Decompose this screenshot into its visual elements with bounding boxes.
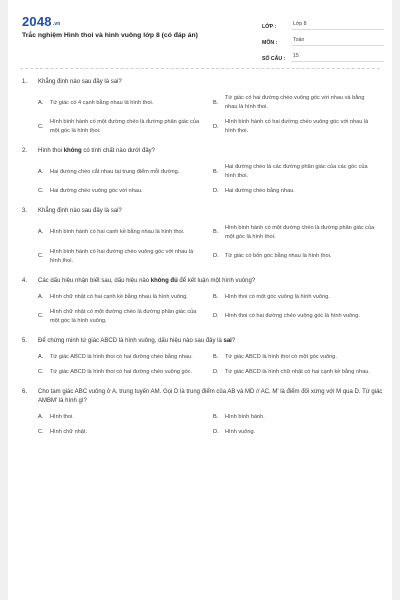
option-d[interactable]: D. Hình vuông.: [213, 429, 256, 436]
worksheet-header: [8, 0, 392, 68]
option-b[interactable]: B. Tứ giác ABCD là hình thoi có một góc vuông.: [213, 354, 337, 361]
option-d[interactable]: D. Hình thoi có hai đường chéo vuông góc là hình vuông.: [213, 313, 360, 320]
mon-value: Toán: [292, 37, 384, 46]
question-5: 5. Để chứng minh tứ giác ABCD là hình vuông, dấu hiệu nào sau đây là sai? A. Tứ giác ABCD là hình thoi có hai đường chéo bằng nhau. B. Tứ giác ABCD là hình thoi có một góc vuông. C. Tứ giác ABCD là hình thoi có hai đường chéo vuông góc. D. Tứ giác ABCD là hình chữ nhật có hai cạnh kề bằng nhau.: [8, 337, 392, 377]
option-d[interactable]: D. Tứ giác có bốn góc bằng nhau là hình thoi.: [213, 253, 332, 260]
option-c[interactable]: C. Tứ giác ABCD là hình thoi có hai đường chéo vuông góc.: [38, 369, 193, 376]
option-b[interactable]: B. Hình thoi có một góc vuông là hình vuông.: [213, 293, 330, 300]
header-divider: [20, 68, 380, 69]
worksheet-page: [8, 0, 392, 600]
meta-row-lop: LỚP : Lớp 8: [262, 14, 384, 30]
option-b[interactable]: B. Hình bình hành có một đường chéo là đường phân giác của một góc là hình thoi.: [213, 224, 375, 240]
question-3: 3. Khẳng định nào sau đây là sai? A. Hình bình hành có hai cạnh kề bằng nhau là hình thoi. B. Hình bình hành có một đường chéo là đường phân giác của một góc là hình thoi. C. Hình bình hành có hai đường chéo vuông góc với nhau là hình thoi. D. Tứ giác có bốn góc bằng nhau là hình thoi.: [8, 207, 392, 265]
option-c[interactable]: C. Hình chữ nhật có một đường chéo là đường phân giác của một góc là hình vuông.: [38, 308, 197, 324]
meta-row-socau: SỐ CÂU : 15: [262, 46, 384, 62]
question-text: Khẳng định nào sau đây là sai?: [38, 79, 122, 85]
question-text: Khẳng định nào sau đây là sai?: [38, 208, 122, 215]
option-c[interactable]: C. Hình bình hành có một đường chéo là đường phân giác của một góc là hình thoi.: [38, 119, 200, 135]
question-4: 4. Các dấu hiệu nhận biết sau, dấu hiệu nào không đủ để kết luận một hình vuông? A. Hình chữ nhật có hai cạnh kề bằng nhau là hình vuông. B. Hình thoi có một góc vuông là hình vuông. C. Hình chữ nhật có một đường chéo là đường phân giác của một góc là hình vuông. D. Hình thoi có hai đường chéo vuông góc là hình vuông.: [8, 277, 392, 326]
option-a[interactable]: A. Hai đường chéo cắt nhau tại trung điểm mỗi đường.: [38, 168, 180, 175]
option-b[interactable]: B. Tứ giác có hai đường chéo vuông góc với nhau và bằng nhau là hình thoi.: [213, 95, 365, 111]
question-1: 1. Khẳng định nào sau đây là sai? A. Tứ giác có 4 cạnh bằng nhau là hình thoi. B. Tứ giác có hai đường chéo vuông góc với nhau và bằng nhau là hình thoi. C. Hình bình hành có một đường chéo là đường phân giác của một góc là hình thoi. D. Hình bình hành có hai đường chéo vuông góc với nhau là hình thoi.: [8, 78, 392, 136]
question-text: Hình thoi không có tính chất nào dưới đây?: [38, 148, 156, 155]
option-a[interactable]: A. Hình chữ nhật có hai cạnh kề bằng nhau là hình vuông.: [38, 293, 188, 300]
question-list: [8, 78, 392, 448]
option-a[interactable]: A. Tứ giác ABCD là hình thoi có hai đường chéo bằng nhau.: [38, 354, 193, 361]
question-text: Cho tam giác ABC vuông ở A, trung tuyến AM. Gọi D là trung điểm của AB và MD // AC, M' là điểm đối xứng với M qua D. Tứ giác AMBM' là hình gì?: [38, 389, 383, 405]
question-2: 2. Hình thoi không có tính chất nào dưới đây? A. Hai đường chéo cắt nhau tại trung điểm mỗi đường. B. Hai đường chéo là các đường phân giác của các góc của hình thoi. C. Hai đường chéo vuông góc với nhau. D. Hai đường chéo bằng nhau.: [8, 147, 392, 196]
page-title: Trắc nghiệm Hình thoi và hình vuông lớp 8 (có đáp án): [22, 32, 198, 39]
option-c[interactable]: C. Hai đường chéo vuông góc với nhau.: [38, 188, 143, 195]
question-text: Các dấu hiệu nhận biết sau, dấu hiệu nào không đủ để kết luận một hình vuông?: [38, 277, 256, 284]
option-a[interactable]: A. Hình thoi.: [38, 414, 74, 421]
option-b[interactable]: B. Hai đường chéo là các đường phân giác của các góc của hình thoi.: [213, 164, 368, 180]
option-c[interactable]: C. Hình chữ nhật.: [38, 429, 88, 436]
lop-value: Lớp 8: [292, 21, 384, 30]
option-c[interactable]: C. Hình bình hành có hai đường chéo vuông góc với nhau là hình thoi.: [38, 248, 194, 264]
option-a[interactable]: A. Tứ giác có 4 cạnh bằng nhau là hình thoi.: [38, 99, 154, 106]
option-d[interactable]: D. Hình bình hành có hai đường chéo vuông góc với nhau là hình thoi.: [213, 119, 369, 135]
question-6: 6. Cho tam giác ABC vuông ở A, trung tuyến AM. Gọi D là trung điểm của AB và MD // AC, M' là điểm đối xứng với M qua D. Tứ giác AMBM' là hình gì? A. Hình thoi. B. Hình bình hành. C. Hình chữ nhật. D. Hình vuông.: [22, 389, 383, 436]
question-text: Để chứng minh tứ giác ABCD là hình vuông, dấu hiệu nào sau đây là sai?: [38, 337, 236, 344]
option-a[interactable]: A. Hình bình hành có hai cạnh kề bằng nhau là hình thoi.: [38, 229, 185, 236]
option-d[interactable]: D. Hai đường chéo bằng nhau.: [213, 188, 295, 195]
meta-box: [262, 14, 384, 62]
option-b[interactable]: B. Hình bình hành.: [213, 414, 265, 421]
option-d[interactable]: D. Tứ giác ABCD là hình chữ nhật có hai cạnh kề bằng nhau.: [213, 369, 370, 376]
site-logo[interactable]: 2048.vn: [22, 14, 61, 29]
meta-row-mon: MÔN : Toán: [262, 30, 384, 46]
socau-value: 15: [292, 53, 384, 62]
